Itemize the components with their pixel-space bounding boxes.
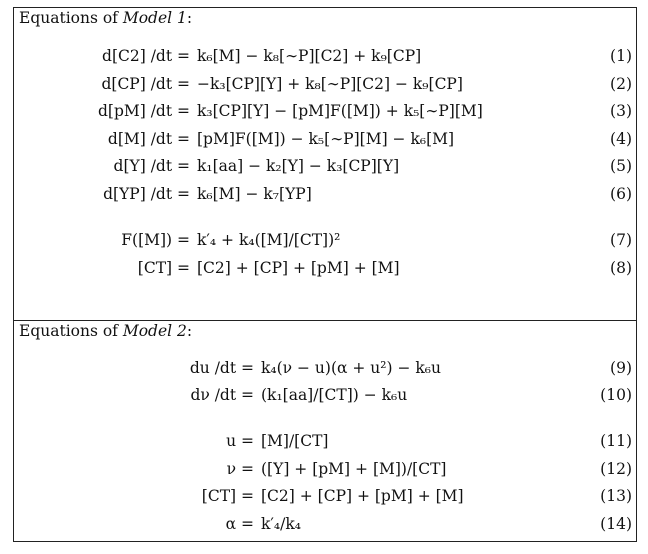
- eq1-rhs: k₆[M] − k₈[∼P][C2] + k₉[CP]: [197, 47, 422, 65]
- eq8-rhs: [C2] + [CP] + [pM] + [M]: [197, 259, 400, 277]
- eq9-lhs: du /dt =: [189, 359, 254, 377]
- eq4-lhs: d[M] /dt =: [107, 130, 190, 148]
- eq4-rhs: [pM]F([M]) − k₅[∼P][M] − k₆[M]: [197, 130, 455, 148]
- eq7-lhs: F([M]) =: [121, 231, 190, 249]
- eq12-lhs: ν =: [226, 460, 254, 478]
- eq4-number: (4): [610, 130, 632, 148]
- model2-header: [19, 322, 192, 340]
- eq1-lhs: d[C2] /dt =: [102, 47, 190, 65]
- eq2-rhs: −k₃[CP][Y] + k₈[∼P][C2] − k₉[CP]: [197, 75, 463, 93]
- model2-header-prefix: Equations of: [19, 322, 123, 340]
- eq7-rhs: k′₄ + k₄([M]/[CT])²: [197, 231, 341, 249]
- eq12-rhs: ([Y] + [pM] + [M])/[CT]: [261, 460, 447, 478]
- eq10-rhs: (k₁[aa]/[CT]) − k₆u: [261, 386, 408, 404]
- eq5-lhs: d[Y] /dt =: [113, 157, 190, 175]
- eq2-lhs: d[CP] /dt =: [101, 75, 190, 93]
- eq3-number: (3): [610, 102, 632, 120]
- eq3-lhs: d[pM] /dt =: [97, 102, 190, 120]
- eq5-rhs: k₁[aa] − k₂[Y] − k₃[CP][Y]: [197, 157, 400, 175]
- model2-header-suffix: :: [186, 322, 193, 340]
- eq2-number: (2): [610, 75, 632, 93]
- eq10-lhs: dν /dt =: [190, 386, 254, 404]
- eq13-rhs: [C2] + [CP] + [pM] + [M]: [261, 487, 464, 505]
- eq13-lhs: [CT] =: [201, 487, 254, 505]
- eq1-number: (1): [610, 47, 632, 65]
- eq5-number: (5): [610, 157, 632, 175]
- eq8-number: (8): [610, 259, 632, 277]
- model1-header-suffix: :: [186, 9, 193, 27]
- eq11-number: (11): [600, 432, 632, 450]
- model2-header-name: Model 2: [122, 322, 187, 340]
- eq8-lhs: [CT] =: [137, 259, 190, 277]
- eq11-rhs: [M]/[CT]: [261, 432, 329, 450]
- eq13-number: (13): [600, 487, 632, 505]
- eq11-lhs: u =: [226, 432, 254, 450]
- model1-header-name: Model 1: [122, 9, 187, 27]
- eq14-lhs: α =: [225, 515, 254, 533]
- model1-header: [19, 9, 192, 27]
- eq14-rhs: k′₄/k₄: [261, 515, 301, 533]
- model1-header-prefix: Equations of: [19, 9, 123, 27]
- eq12-number: (12): [600, 460, 632, 478]
- eq3-rhs: k₃[CP][Y] − [pM]F([M]) + k₅[∼P][M]: [197, 102, 483, 120]
- eq6-lhs: d[YP] /dt =: [103, 185, 190, 203]
- eq7-number: (7): [610, 231, 632, 249]
- eq6-number: (6): [610, 185, 632, 203]
- eq10-number: (10): [600, 386, 632, 404]
- eq9-rhs: k₄(ν − u)(α + u²) − k₆u: [261, 359, 441, 377]
- eq9-number: (9): [610, 359, 632, 377]
- eq6-rhs: k₆[M] − k₇[YP]: [197, 185, 312, 203]
- model-divider-line: [13, 320, 637, 321]
- eq14-number: (14): [600, 515, 632, 533]
